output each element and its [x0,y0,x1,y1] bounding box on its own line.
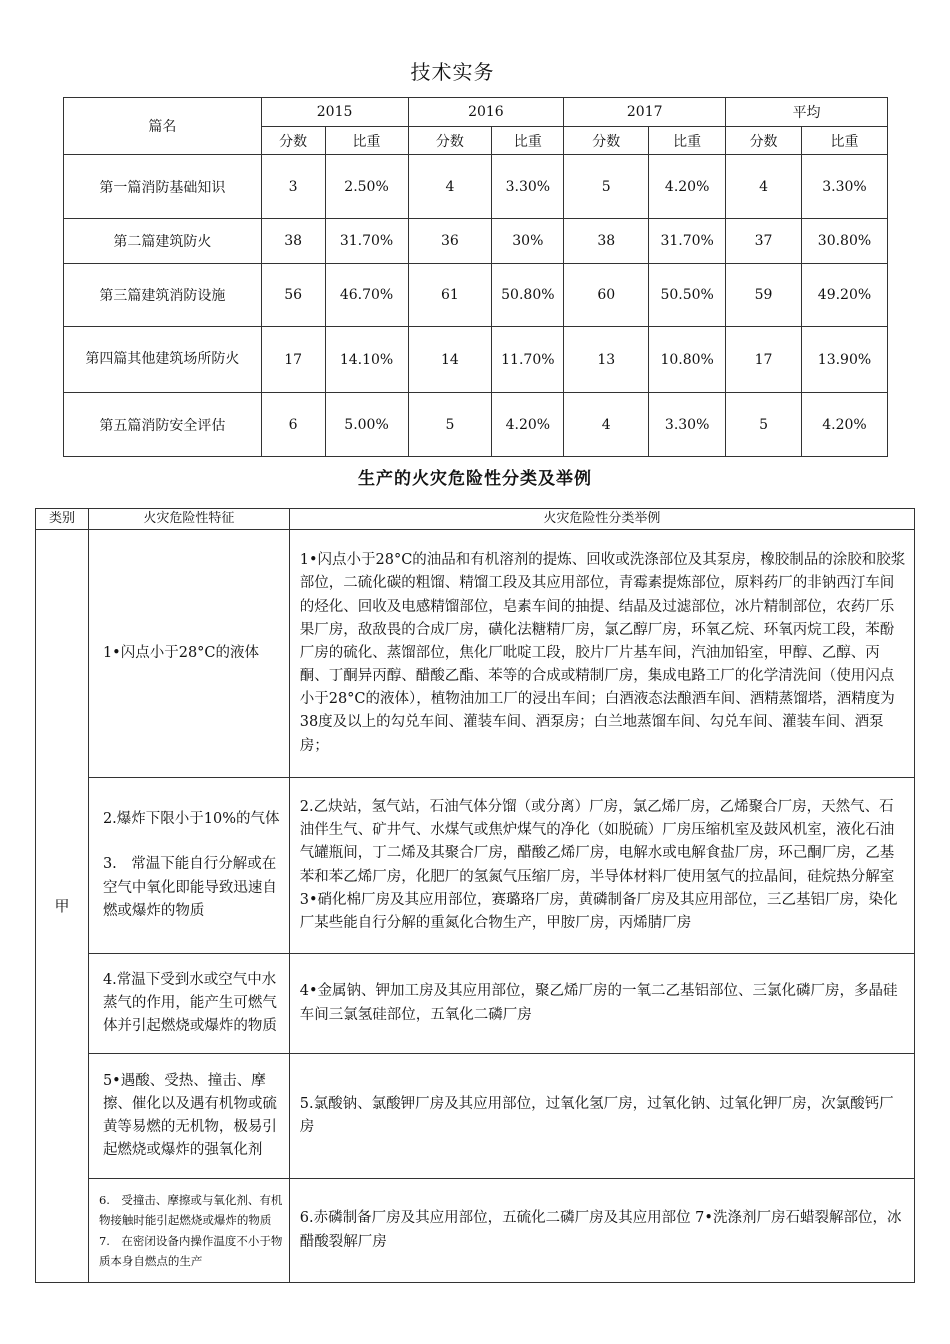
cell-value: 46.70% [325,264,408,327]
sub-header: 比重 [649,127,726,155]
cell-value: 6 [261,393,325,457]
example-cell: 6.赤磷制备厂房及其应用部位，五硫化二磷厂房及其应用部位 7•洗涤剂厂房石蜡裂解部位，冰醋酸裂解厂房 [289,1179,914,1283]
sub-header: 比重 [325,127,408,155]
example-cell: 4•金属钠、钾加工房及其应用部位，聚乙烯厂房的一氧二乙基铝部位、三氯化磷厂房，多晶硅车间三氯氢硅部位，五氧化二磷厂房 [289,954,914,1054]
category-header: 类别 [36,509,89,530]
cell-value: 2.50% [325,155,408,219]
feature-text: 7. 在密闭设备内操作温度不小于物质本身自燃点的生产 [98,1233,283,1268]
sub-header: 分数 [408,127,492,155]
table-row [64,393,888,457]
year-header: 2016 [408,98,564,127]
cell-value: 59 [726,264,802,327]
sub-header: 分数 [726,127,802,155]
example-cell: 1•闪点小于28°C的油品和有机溶剂的提炼、回收或洗涤部位及其泵房，橡胶制品的涂胶和胶浆部位，二硫化碳的粗馏、精馏工段及其应用部位，青霉素提炼部位，原料药厂的非钠西汀车间的烃化、回收及电感精馏部位，皂素车间的抽提、结晶及过滤部位，冰片精制部位，农药厂乐果厂房，敌敌畏的合成厂房，磺化法糖精厂房，氯乙醇厂房，环氧乙烷、环氧丙烷工段，苯酚厂房的硫化、蒸馏部位，焦化厂吡啶工段，胶片厂片基车间，汽油加铅室，甲醇、乙醇、丙酮、丁酮异丙醇、醋酸乙酯、苯等的合成或精制厂房，集成电路工厂的化学清洗间（使用闪点小于28°C的液体），植物油加工厂的浸出车间；白酒液态法酿酒车间、酒精蒸馏塔，酒精度为38度及以上的勾兑车间、灌装车间、酒泵房；白兰地蒸馏车间、勾兑车间、灌装车间、酒泵房； [289,530,914,778]
row-name: 第三篇建筑消防设施 [64,264,262,327]
cell-value: 3.30% [492,155,564,219]
cell-value: 36 [408,219,492,264]
cell-value: 50.80% [492,264,564,327]
cell-value: 10.80% [649,327,726,393]
sub-header: 比重 [802,127,888,155]
feature-text: 3. 常温下能自行分解或在空气中氧化即能导致迅速自燃或爆炸的物质 [102,856,277,919]
row-name: 第四篇其他建筑场所防火 [64,327,262,393]
year-header: 2015 [261,98,408,127]
hazard-header-row [36,509,915,530]
table-row [64,155,888,219]
cell-value: 38 [261,219,325,264]
cell-value: 61 [408,264,492,327]
feature-cell: 4.常温下受到水或空气中水蒸气的作用，能产生可燃气体并引起燃烧或爆炸的物质 [88,954,289,1054]
cell-value: 49.20% [802,264,888,327]
table-row [64,264,888,327]
page-title: 技术实务 [410,60,495,84]
feature-cell: 5•遇酸、受热、撞击、摩擦、催化以及遇有机物或硫黄等易燃的无机物，极易引起燃烧或爆炸的强氧化剂 [88,1054,289,1179]
cell-value: 31.70% [649,219,726,264]
example-text: 3•硝化棉厂房及其应用部位，赛璐珞厂房，黄磷制备厂房及其应用部位，三乙基铝厂房，染化厂某些能自行分解的重氮化合物生产，甲胺厂房，丙烯腈厂房 [299,891,898,931]
cell-value: 4 [564,393,649,457]
row-name: 第五篇消防安全评估 [64,393,262,457]
table-row [36,1054,915,1179]
cell-value: 4 [726,155,802,219]
cell-value: 3.30% [649,393,726,457]
table-row [36,954,915,1054]
year-header: 2017 [564,98,726,127]
cell-value: 38 [564,219,649,264]
section-title: 生产的火灾危险性分类及举例 [358,469,592,489]
cell-value: 56 [261,264,325,327]
feature-cell [88,1179,289,1283]
row-name: 第二篇建筑防火 [64,219,262,264]
cell-value: 4.20% [802,393,888,457]
cell-value: 13.90% [802,327,888,393]
example-cell: 5.氯酸钠、氯酸钾厂房及其应用部位，过氧化氢厂房，过氧化钠、过氧化钾厂房，次氯酸钙厂房 [289,1054,914,1179]
cell-value: 31.70% [325,219,408,264]
feature-cell [88,778,289,954]
table-row [36,530,915,778]
cell-value: 3.30% [802,155,888,219]
cell-value: 37 [726,219,802,264]
cell-value: 11.70% [492,327,564,393]
feature-text: 2.爆炸下限小于10%的气体 [102,811,280,828]
cell-value: 14.10% [325,327,408,393]
sub-header: 分数 [261,127,325,155]
cell-value: 4.20% [649,155,726,219]
cell-value: 5 [408,393,492,457]
example-cell [289,778,914,954]
cell-value: 17 [726,327,802,393]
score-table [63,97,888,457]
cell-value: 14 [408,327,492,393]
table-row [64,327,888,393]
feature-text: 6. 受撞击、摩擦或与氧化剂、有机物接触时能引起燃烧或爆炸的物质 [98,1193,283,1228]
year-header: 平均 [726,98,888,127]
table-row [36,1179,915,1283]
example-header: 火灾危险性分类举例 [289,509,914,530]
cell-value: 30% [492,219,564,264]
cell-value: 4 [408,155,492,219]
cell-value: 60 [564,264,649,327]
name-header: 篇名 [64,98,262,155]
cell-value: 5 [564,155,649,219]
feature-cell: 1•闪点小于28°C的液体 [88,530,289,778]
cell-value: 17 [261,327,325,393]
hazard-table [35,508,915,1283]
cell-value: 3 [261,155,325,219]
category-cell: 甲 [36,530,89,1283]
example-text: 2.乙炔站，氢气站，石油气体分馏（或分离）厂房，氯乙烯厂房，乙烯聚合厂房，天然气、石油伴生气、矿井气、水煤气或焦炉煤气的净化（如脱硫）厂房压缩机室及鼓风机室，液化石油气罐瓶间，丁二烯及其聚合厂房，醋酸乙烯厂房，电解水或电解食盐厂房，环己酮厂房，乙基苯和苯乙烯厂房，化肥厂的氢氮气压缩厂房，半导体材料厂使用氢气的拉晶间，硅烷热分解室 [299,798,895,885]
table-row [64,219,888,264]
cell-value: 50.50% [649,264,726,327]
row-name: 第一篇消防基础知识 [64,155,262,219]
cell-value: 13 [564,327,649,393]
table-row [36,778,915,954]
cell-value: 5 [726,393,802,457]
cell-value: 5.00% [325,393,408,457]
feature-header: 火灾危险性特征 [88,509,289,530]
cell-value: 4.20% [492,393,564,457]
sub-header: 分数 [564,127,649,155]
cell-value: 30.80% [802,219,888,264]
score-header-row [64,98,888,127]
sub-header: 比重 [492,127,564,155]
